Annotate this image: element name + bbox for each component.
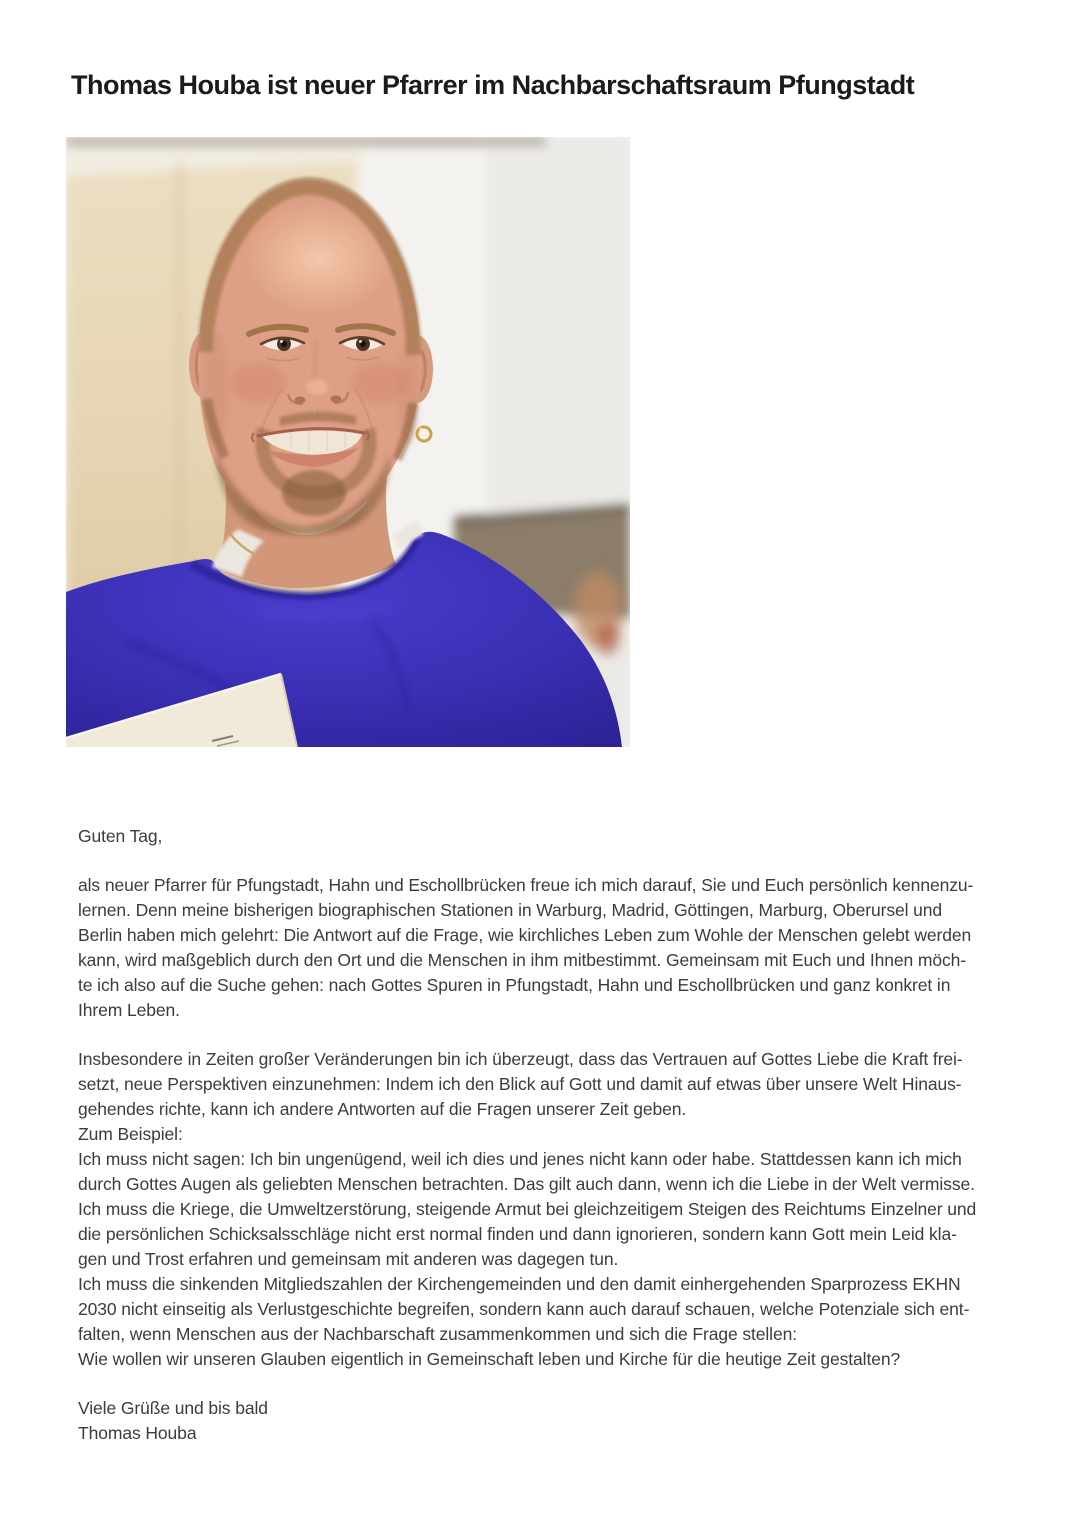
- nose-tip-highlight: [306, 379, 328, 395]
- text-line: kann, wird maßgeblich durch den Ort und die Menschen in ihm mitbestimmt. Gemeinsam mit Euch und Ihnen möch-: [78, 950, 967, 970]
- left-eye-highlight: [280, 340, 283, 343]
- text-line: 2030 nicht einseitig als Verlustgeschichte begreifen, sondern kann auch darauf schauen, welche Potenziale sich ent-: [78, 1299, 970, 1319]
- chin-beard-patch: [282, 470, 346, 516]
- text-line: gehendes richte, kann ich andere Antworten auf die Fragen unserer Zeit geben.: [78, 1099, 687, 1119]
- text-line: Ich muss nicht sagen: Ich bin ungenügend, weil ich dies und jenes nicht kann oder habe. Stattdessen kann ich mich: [78, 1149, 962, 1169]
- text-line: Thomas Houba: [78, 1423, 197, 1443]
- text-line: Ich muss die Kriege, die Umweltzerstörung, steigende Armut bei gleichzeitigem Steigen des Reichtums Einzelner und: [78, 1199, 977, 1219]
- text-line: Viele Grüße und bis bald: [78, 1398, 268, 1418]
- text-line: Ich muss die sinkenden Mitgliedszahlen der Kirchengemeinden und den damit einhergehenden Sparprozess EKHN: [78, 1274, 961, 1294]
- portrait-photo: [66, 137, 630, 747]
- text-line: Ihrem Leben.: [78, 1000, 180, 1020]
- greeting-line: Guten Tag,: [78, 826, 163, 846]
- earring-glint: [420, 428, 423, 431]
- text-line: Berlin haben mich gelehrt: Die Antwort auf die Frage, wie kirchliches Leben zum Wohle der Menschen gelebt werden: [78, 925, 972, 945]
- text-line: setzt, neue Perspektiven einzunehmen: Indem ich den Blick auf Gott und damit auf etwas über unsere Welt Hinaus-: [78, 1074, 962, 1094]
- text-line: gen und Trost erfahren und gemeinsam mit anderen was dagegen tun.: [78, 1249, 619, 1269]
- background-person-blur-red: [597, 623, 619, 655]
- right-eye-highlight: [359, 340, 362, 343]
- text-line: te ich also auf die Suche gehen: nach Gottes Spuren in Pfungstadt, Hahn und Eschollbrücken und ganz konkret in: [78, 975, 951, 995]
- nose-bridge-shade: [313, 339, 317, 385]
- left-nostril: [295, 397, 306, 404]
- article-body: [78, 824, 1038, 1470]
- text-line: Wie wollen wir unseren Glauben eigentlich in Gemeinschaft leben und Kirche für die heutige Zeit gestalten?: [78, 1349, 901, 1369]
- text-line: lernen. Denn meine bisherigen biographischen Stationen in Warburg, Madrid, Göttingen, Marburg, Oberursel und: [78, 900, 943, 920]
- background-wall-seam: [177, 163, 182, 593]
- photo-top-shadow: [66, 137, 546, 146]
- signature-block: [78, 1396, 1038, 1446]
- text-line: Insbesondere in Zeiten großer Veränderungen bin ich überzeugt, dass das Vertrauen auf Gottes Liebe die Kraft frei-: [78, 1049, 963, 1069]
- right-nostril: [331, 396, 342, 403]
- text-line: Zum Beispiel:: [78, 1124, 183, 1144]
- text-line: durch Gottes Augen als geliebten Menschen betrachten. Das gilt auch dann, wenn ich die Liebe in der Welt vermisse.: [78, 1174, 975, 1194]
- text-line: als neuer Pfarrer für Pfungstadt, Hahn und Eschollbrücken freue ich mich darauf, Sie und Euch persönlich kennenzu-: [78, 875, 974, 895]
- text-line: falten, wenn Menschen aus der Nachbarschaft zusammenkommen und sich die Frage stellen:: [78, 1324, 798, 1344]
- text-line: die persönlichen Schicksalsschläge nicht erst normal finden und dann ignorieren, sondern kann Gott mein Leid kla-: [78, 1224, 957, 1244]
- paragraph-2: [78, 1047, 1038, 1372]
- article-title: Thomas Houba ist neuer Pfarrer im Nachbarschaftsraum Pfungstadt: [71, 70, 915, 100]
- portrait-photo-illustration: [66, 137, 630, 747]
- paragraph-1: [78, 873, 1038, 1023]
